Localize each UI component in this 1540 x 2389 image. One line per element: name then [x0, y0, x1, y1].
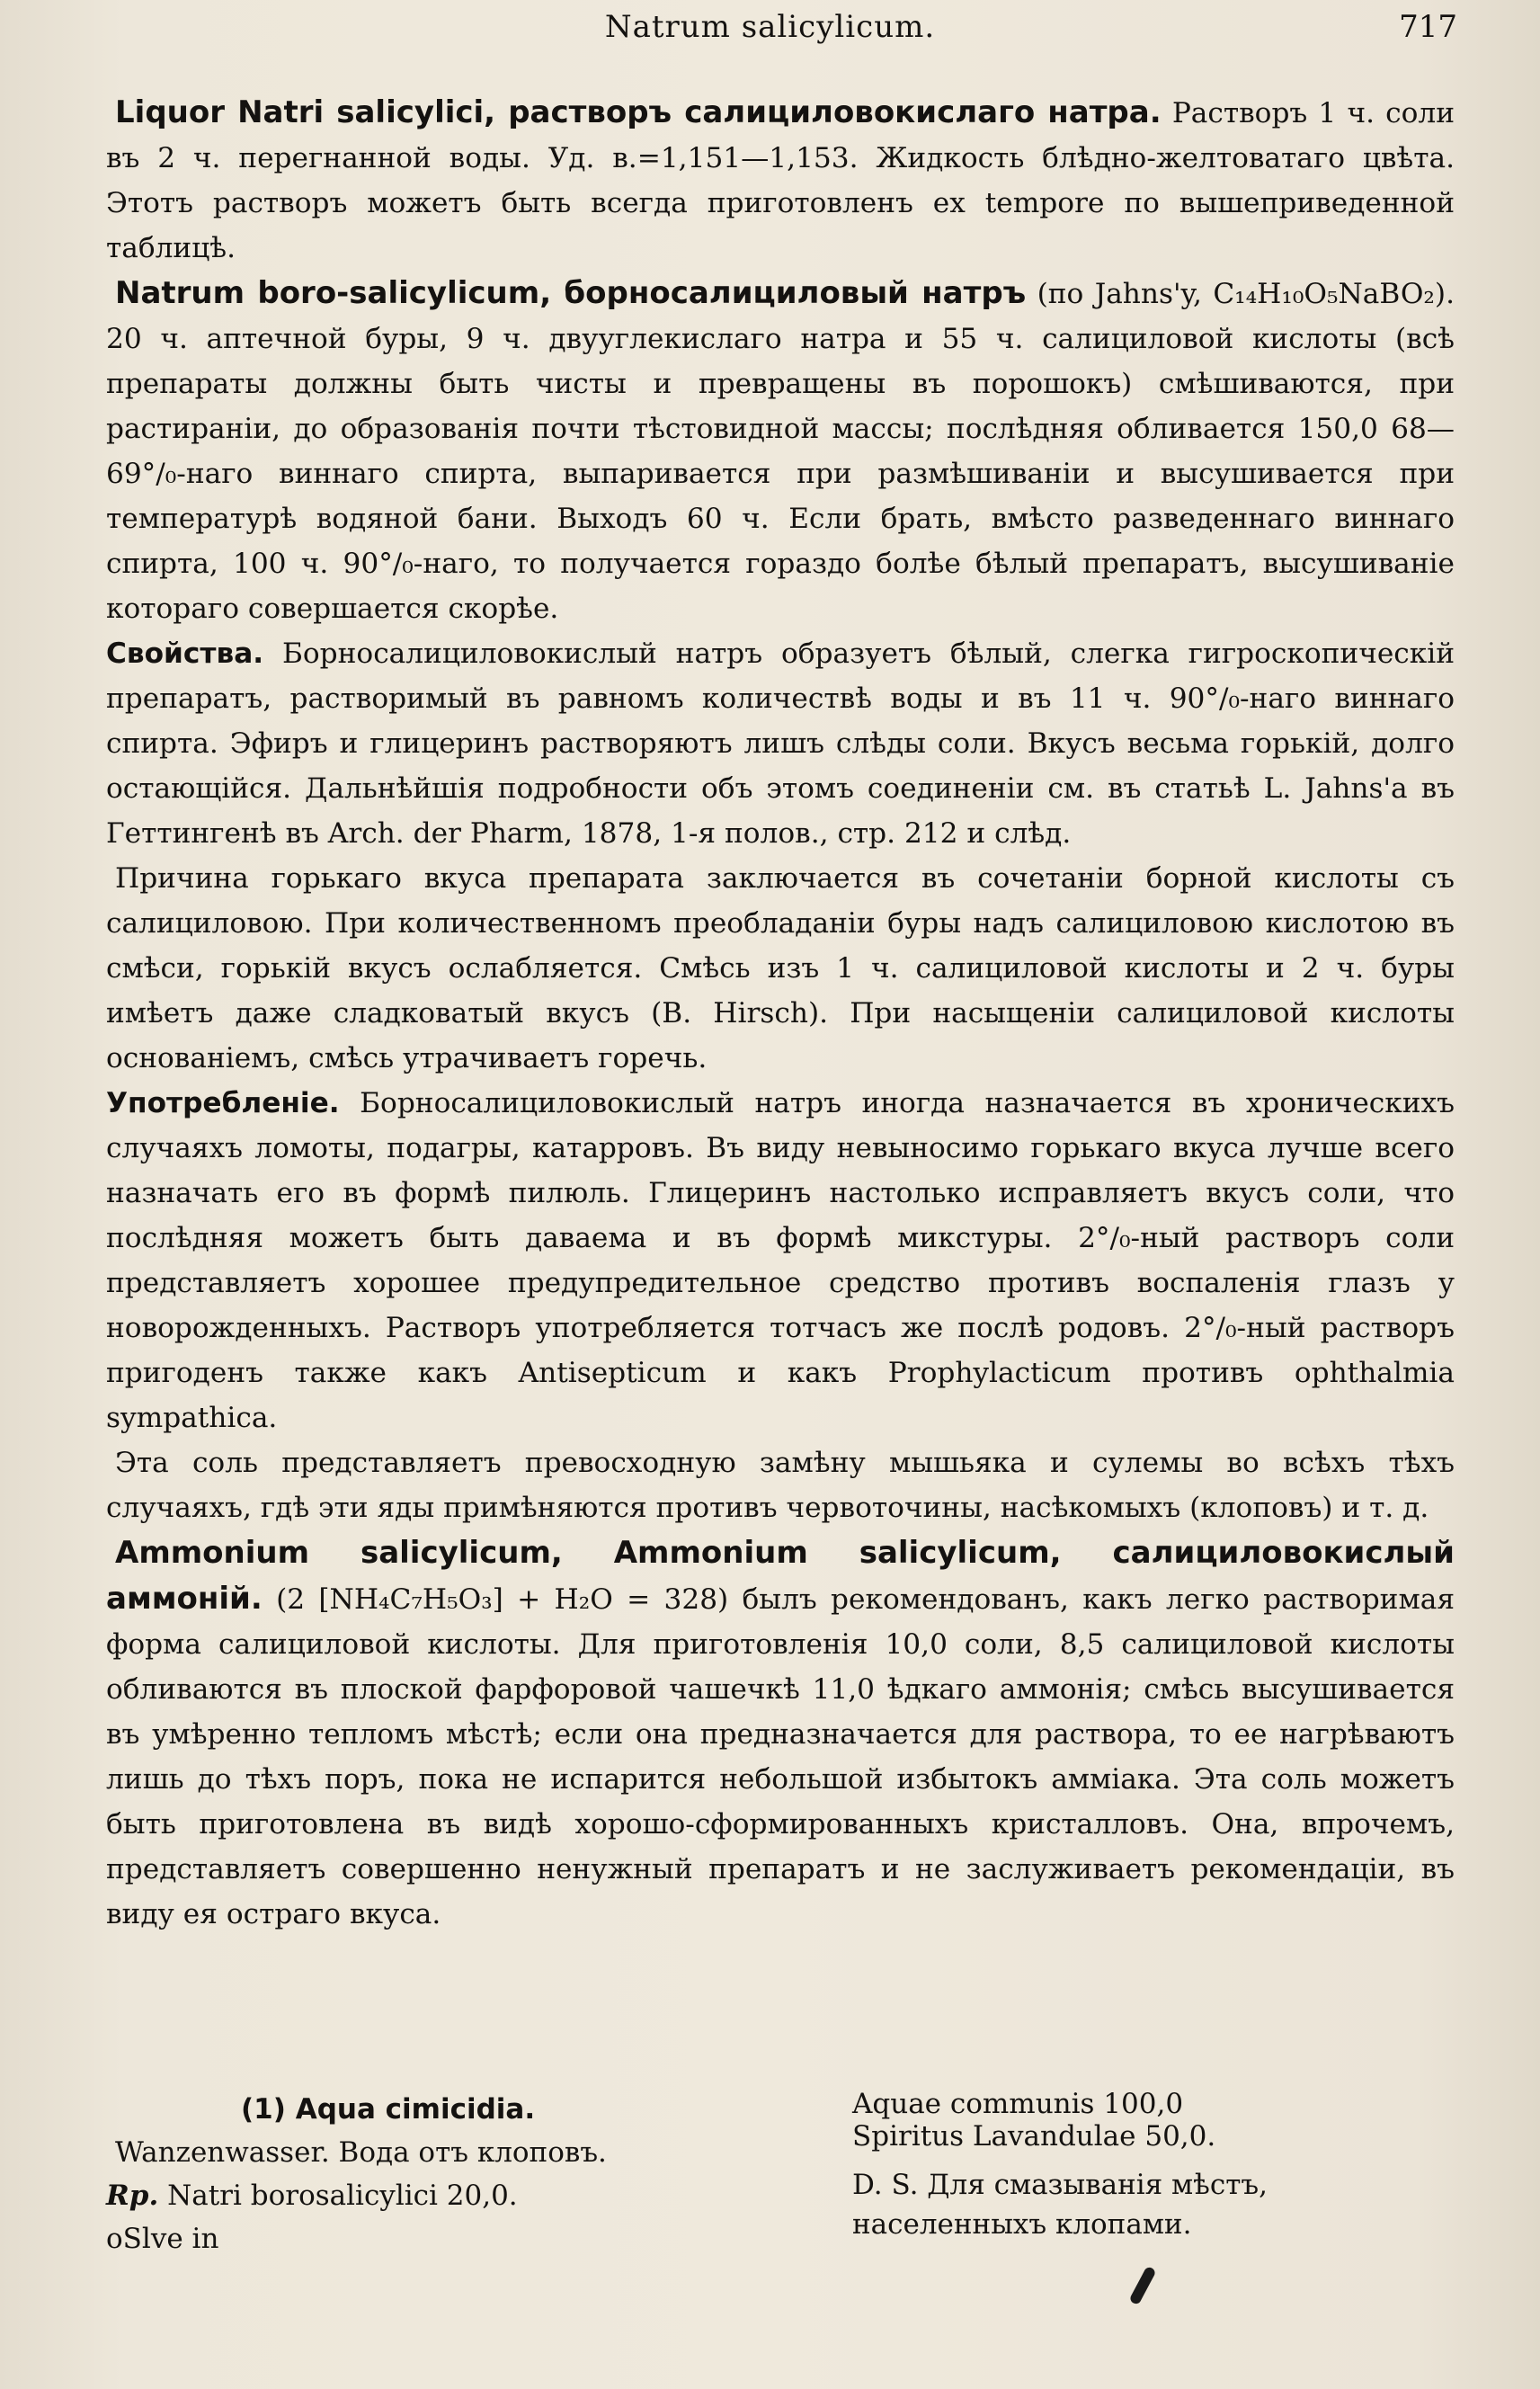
- paragraph-liquor-natri: [106, 90, 1455, 271]
- paragraph-bitterness: [106, 856, 1455, 1081]
- rx-mark: Rp.: [106, 2180, 159, 2212]
- text-properties: Борносалициловокислый натръ образуетъ бѣлый, слегка гигроскопическiй препаратъ, растворимый въ равномъ количествѣ воды и въ 11 ч. 90°/₀-наго виннаго спирта. Эфиръ и глицеринъ растворяютъ лишъ слѣды соли. Вкусъ весьма горькiй, долго остающiйся. Дальнѣйшiя подробности объ этомъ соединенiи см. въ статьѣ L. Jahns'a въ Геттингенѣ въ Arch. der Pharm, 1878, 1-я полов., стр. 212 и слѣд.: [106, 637, 1455, 850]
- pen-mark: [1128, 2266, 1156, 2305]
- paragraph-usage: [106, 1081, 1455, 1440]
- heading-natrum-boro: Natrum boro-salicylicum, борносалициловый натръ: [115, 275, 1027, 311]
- page-number: 717: [1399, 9, 1457, 45]
- recipe-rx-line: [106, 2174, 753, 2217]
- recipe-right-column: [852, 2088, 1464, 2244]
- running-title: Natrum salicylicum.: [604, 9, 936, 45]
- text-bitterness: Причина горькаго вкуса препарата заключается въ сочетанiи борной кислоты съ салициловою. При количественномъ преобладанiи буры надъ салициловою кислотою въ смѣси, горькiй вкусъ ослабляется. Смѣсь изъ 1 ч. салициловой кислоты и 2 ч. буры имѣетъ даже сладковатый вкусъ (B. Hirsch). При насыщенiи салициловой кислоты основанiемъ, смѣсь утрачиваетъ горечь.: [106, 862, 1455, 1074]
- paragraph-properties: [106, 631, 1455, 856]
- running-head: [0, 5, 1540, 63]
- recipe-right-line-3: D. S. Для смазыванія мѣстъ, населенныхъ клопами.: [852, 2169, 1268, 2241]
- heading-ammonium: Ammonium salicylicum, Ammonium salicylicum, салициловокислый аммонiй.: [106, 1535, 1455, 1617]
- text-natrum-boro: (по Jahns'y, C₁₄H₁₀O₅NaBO₂). 20 ч. аптечной буры, 9 ч. двууглекислаго натра и 55 ч. салициловой кислоты (всѣ препараты должны быть чисты и превращены въ порошокъ) смѣшиваются, при растиранiи, до образованiя почти тѣстовидной массы; послѣдняя обливается 150,0 68—69°/₀-наго виннаго спирта, выпаривается при размѣшиванiи и высушивается при температурѣ водяной бани. Выходъ 60 ч. Если брать, вмѣсто разведеннаго виннаго спирта, 100 ч. 90°/₀-наго, то получается гораздо болѣе бѣлый препаратъ, высушиванiе котораго совершается скорѣе.: [106, 278, 1455, 625]
- text-substitute: Эта соль представляетъ превосходную замѣну мышьяка и сулемы во всѣхъ тѣхъ случаяхъ, гдѣ эти яды примѣняются противъ червоточины, насѣкомыхъ (клоповъ) и т. д.: [106, 1447, 1455, 1524]
- body-text: [106, 90, 1455, 1937]
- heading-properties: Свойства.: [106, 637, 264, 670]
- heading-liquor-natri: Liquor Natri salicylici, растворъ салициловокислаго натра.: [115, 94, 1162, 130]
- recipe-left-column: [106, 2088, 753, 2260]
- recipe-right-line-1: Aquae communis 100,0: [852, 2088, 1184, 2120]
- paragraph-ammonium: [106, 1530, 1455, 1937]
- paragraph-natrum-boro: [106, 271, 1455, 631]
- recipe-line-3: oSlve in: [106, 2223, 219, 2255]
- rx-ingredient: Natri borosalicylici 20,0.: [158, 2180, 518, 2212]
- heading-usage: Употребленiе.: [106, 1087, 340, 1119]
- text-liquor-natri: Растворъ 1 ч. соли въ 2 ч. перегнанной воды. Уд. в.=1,151—1,153. Жидкость блѣдно-желтоватаго цвѣта. Этотъ растворъ можетъ быть всегда приготовленъ ex tempore по вышеприведенной таблицѣ.: [106, 97, 1455, 264]
- recipe-title: (1) Aqua cimicidia.: [241, 2093, 536, 2126]
- text-ammonium: (2 [NH₄C₇H₅O₃] + H₂O = 328) былъ рекомендованъ, какъ легко растворимая форма салициловой кислоты. Для приготовленiя 10,0 соли, 8,5 салициловой кислоты обливаются въ плоской фарфоровой чашечкѣ 11,0 ѣдкаго аммонiя; смѣсь высушивается въ умѣренно тепломъ мѣстѣ; если она предназначается для раствора, то ее нагрѣваютъ лишь до тѣхъ поръ, пока не испарится небольшой избытокъ амміака. Эта соль можетъ быть приготовлена въ видѣ хорошо-сформированныхъ кристалловъ. Она, впрочемъ, представляетъ совершенно ненужный препаратъ и не заслуживаетъ рекомендацiи, въ виду ея остраго вкуса.: [106, 1583, 1455, 1930]
- recipe-right-line-2: Spiritus Lavandulae 50,0.: [852, 2120, 1216, 2153]
- recipe-block: [106, 2088, 1455, 2255]
- paragraph-substitute: [106, 1440, 1455, 1530]
- recipe-subtitle: Wanzenwasser. Вода отъ клоповъ.: [115, 2136, 607, 2169]
- text-usage: Борносалициловокислый натръ иногда назначается въ хроническихъ случаяхъ ломоты, подагры, катарровъ. Въ виду невыносимо горькаго вкуса лучше всего назначать его въ формѣ пилюль. Глицеринъ настолько исправляетъ вкусъ соли, что послѣдняя можетъ быть даваема и въ формѣ микстуры. 2°/₀-ный растворъ соли представляетъ хорошее предупредительное средство противъ воспаленiя глазъ у новорожденныхъ. Растворъ употребляется тотчасъ же послѣ родовъ. 2°/₀-ный растворъ пригоденъ также какъ Antisepticum и какъ Prophylacticum противъ ophthalmia sympathica.: [106, 1087, 1455, 1434]
